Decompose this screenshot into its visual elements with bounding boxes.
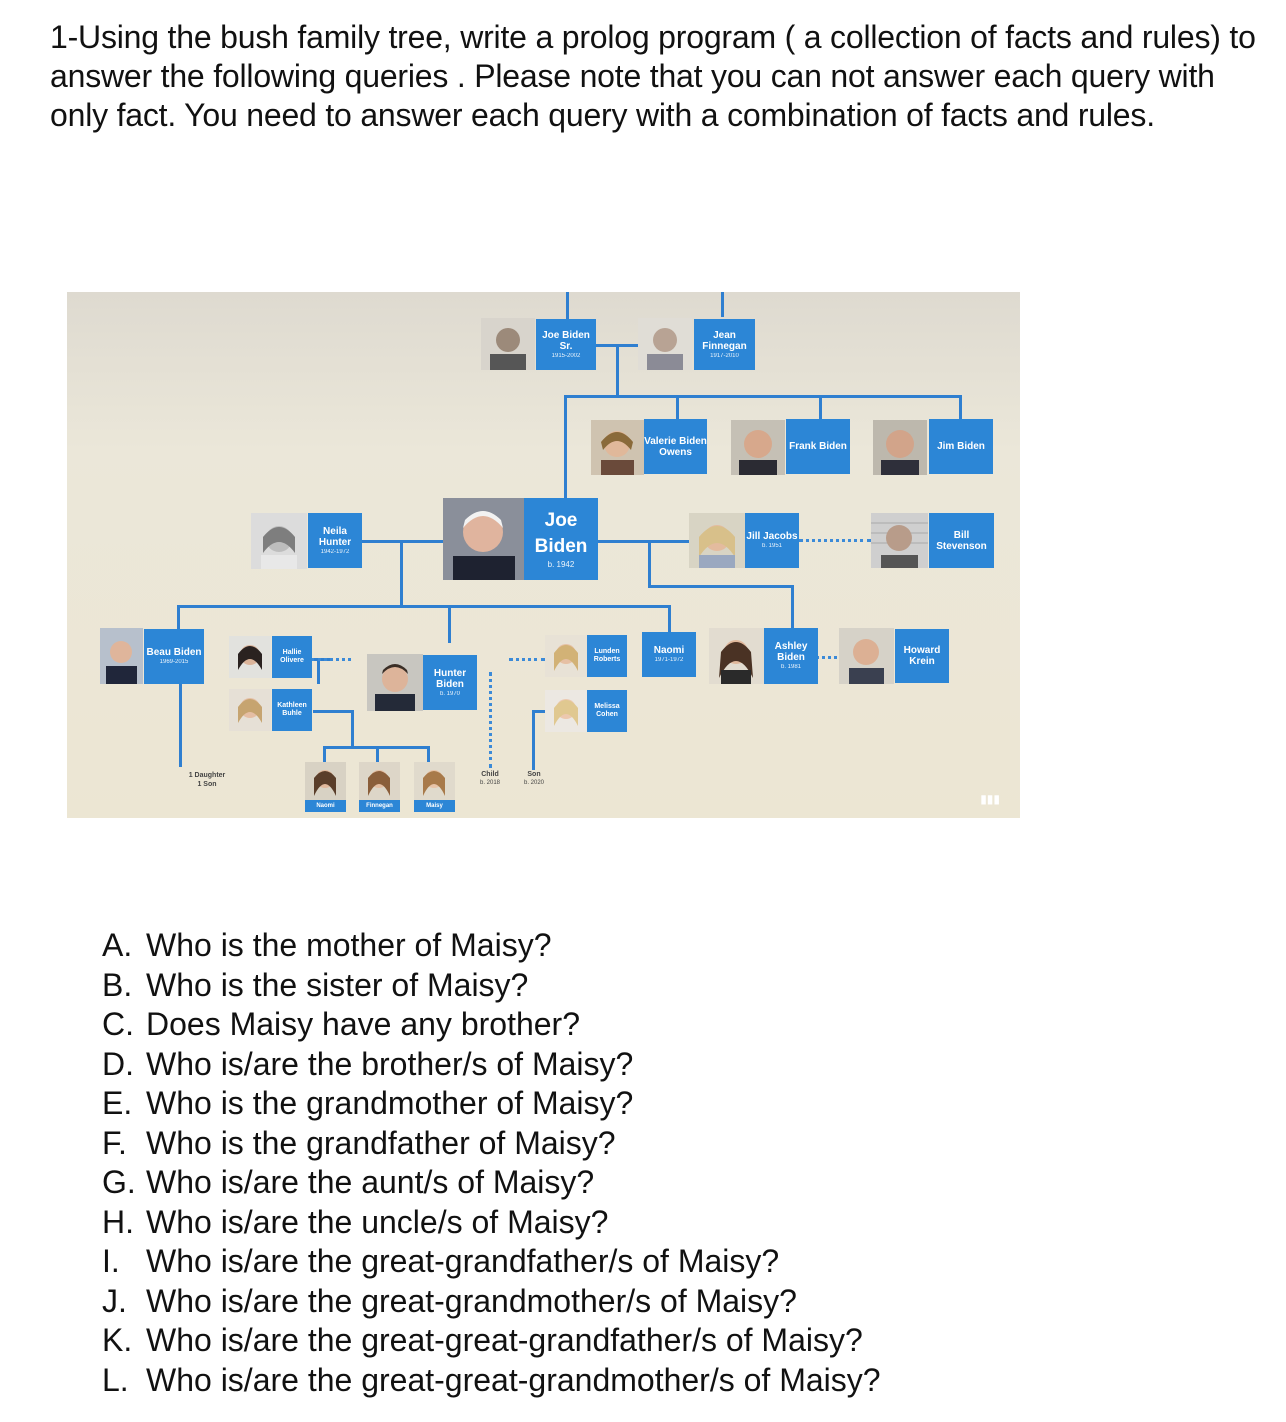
joe-first-name: Joe (544, 510, 578, 532)
frank-name: Frank Biden (789, 441, 847, 452)
joe-biden-box (524, 498, 598, 580)
child-label-text: Child (481, 771, 499, 778)
question-item (102, 1321, 881, 1361)
bill-box (929, 513, 994, 568)
question-text: Who is the grandmother of Maisy? (146, 1085, 634, 1121)
maisy-chip: Maisy (414, 800, 455, 812)
jim-box (929, 419, 993, 474)
hallie-photo (229, 636, 271, 678)
melissa-photo (545, 690, 587, 732)
ashley-name: Ashley Biden (774, 641, 808, 664)
joe-last-name: Biden (534, 536, 588, 558)
naomi-sr-name: Naomi (653, 645, 685, 657)
tree-connector (616, 344, 619, 396)
question-item (102, 1282, 881, 1322)
joe-years: b. 1942 (547, 560, 575, 570)
question-letter: J. (102, 1282, 127, 1319)
ashley-photo (709, 628, 764, 684)
joe-sr-box (536, 319, 596, 370)
beau-photo (100, 628, 143, 684)
question-item (102, 926, 881, 966)
tree-connector (648, 585, 794, 588)
question-item (102, 966, 881, 1006)
lunden-box (587, 635, 627, 677)
valerie-name: Valerie Biden Owens (644, 435, 707, 458)
tree-connector (564, 395, 961, 398)
son-label (519, 770, 549, 788)
question-letter: K. (102, 1322, 133, 1358)
question-text: Who is/are the great-great-grandfather/s of Maisy? (146, 1322, 863, 1358)
frank-photo (731, 420, 785, 475)
tree-connector (648, 540, 651, 587)
neilia-box (308, 513, 362, 568)
question-text: Does Maisy have any brother? (146, 1006, 580, 1042)
naomi-sr-years: 1971-1972 (654, 657, 684, 664)
hunter-name: Hunter Biden (433, 667, 467, 690)
joe-sr-name: Joe Biden Sr. (542, 329, 590, 352)
tree-connector (179, 672, 182, 767)
question-item (102, 1045, 881, 1085)
tree-connector (791, 585, 794, 628)
question-letter: F. (102, 1124, 127, 1161)
question-list (102, 926, 881, 1400)
tree-connector (400, 540, 403, 606)
question-letter: I. (102, 1243, 120, 1279)
neilia-years: 1942-1972 (320, 548, 350, 555)
hallie-box (272, 636, 312, 678)
hunter-years: b. 1970 (439, 690, 461, 697)
question-item (102, 1361, 881, 1401)
jill-box (745, 513, 799, 568)
tree-connector (177, 605, 670, 608)
joe-sr-photo (481, 318, 535, 370)
question-letter: A. (102, 927, 133, 963)
lunden-photo (545, 635, 587, 677)
assignment-intro: 1-Using the bush family tree, write a prolog program ( a collection of facts and rules) to answer the following queries . Please note that you can not answer each query with only fact. You need to answer each query with a combination of facts and rules. (50, 19, 1256, 133)
question-letter: B. (102, 966, 133, 1003)
jim-photo (873, 420, 927, 475)
question-item (102, 1084, 881, 1124)
question-text: Who is the mother of Maisy? (146, 927, 552, 963)
tree-connector (598, 540, 690, 543)
tree-connector (317, 658, 320, 684)
howard-box (895, 629, 949, 683)
son-years: b. 2020 (523, 780, 545, 786)
beau-years: 1969-2015 (159, 659, 189, 666)
tree-dotted-connector (509, 658, 545, 661)
joe-biden-photo (443, 498, 524, 580)
howard-name: Howard Krein (903, 645, 941, 667)
howard-photo (839, 628, 894, 684)
jill-name: Jill Jacobs (746, 531, 798, 543)
question-item (102, 1203, 881, 1243)
question-letter: C. (102, 1006, 134, 1042)
maisy-photo (414, 762, 455, 800)
question-letter: G. (102, 1164, 136, 1200)
jill-photo (689, 513, 745, 568)
naomi-sr-box (642, 632, 696, 677)
question-item (102, 1005, 881, 1045)
naomi-chip: Naomi (305, 800, 346, 812)
finnegan-chip: Finnegan (359, 800, 400, 812)
kathleen-box (272, 689, 312, 731)
question-text: Who is the grandfather of Maisy? (146, 1124, 616, 1161)
valerie-box (644, 419, 707, 474)
tree-connector (448, 605, 451, 643)
family-tree-image (67, 292, 1020, 818)
neilia-name: Neila Hunter (318, 525, 352, 548)
beau-box (144, 629, 204, 684)
question-letter: D. (102, 1045, 134, 1082)
neilia-photo (251, 513, 307, 569)
jean-years: 1917-2010 (710, 352, 739, 359)
jean-photo (638, 318, 692, 370)
question-text: Who is/are the brother/s of Maisy? (146, 1045, 634, 1082)
question-letter: H. (102, 1203, 134, 1240)
lunden-name: Lunden Roberts (593, 648, 621, 663)
joe-sr-years: 1915-2002 (551, 352, 581, 359)
tree-connector (351, 710, 354, 747)
bill-name: Bill Stevenson (936, 529, 987, 552)
question-item (102, 1124, 881, 1164)
tree-connector (177, 605, 180, 631)
hallie-name: Hallie Olivere (280, 649, 304, 664)
valerie-photo (591, 420, 644, 475)
frank-box (786, 419, 850, 474)
question-text: Who is/are the aunt/s of Maisy? (146, 1164, 595, 1200)
tree-connector (313, 710, 353, 713)
question-text: Who is/are the uncle/s of Maisy? (146, 1203, 609, 1240)
jill-years: b. 1951 (761, 543, 783, 550)
question-text: Who is/are the great-grandfather/s of Maisy? (146, 1243, 780, 1279)
question-item (102, 1163, 881, 1203)
hunter-box (423, 655, 477, 710)
tree-dotted-connector (489, 672, 492, 768)
ashley-box (764, 628, 818, 684)
naomi-photo (305, 762, 346, 800)
hunter-photo (367, 654, 423, 711)
kathleen-photo (229, 689, 271, 731)
question-item (102, 1242, 881, 1282)
beau-name: Beau Biden (146, 647, 202, 659)
tree-connector (721, 292, 724, 317)
video-controls-icon: ▮▮▮ (980, 792, 1000, 806)
question-text: Who is/are the great-grandmother/s of Maisy? (146, 1282, 797, 1319)
tree-connector (564, 395, 567, 498)
child-label (475, 770, 505, 788)
tree-dotted-connector (799, 539, 871, 542)
finnegan-photo (359, 762, 400, 800)
jean-box (694, 319, 755, 370)
melissa-box (587, 690, 627, 732)
bill-photo (871, 513, 928, 568)
child-years: b. 2018 (479, 780, 501, 786)
question-letter: E. (102, 1085, 133, 1121)
jean-name: Jean Finnegan (702, 329, 747, 352)
question-text: Who is the sister of Maisy? (146, 966, 529, 1003)
tree-dotted-connector (311, 658, 351, 661)
melissa-name: Melissa Cohen (594, 703, 620, 718)
beau-kids-label: 1 Daughter 1 Son (188, 772, 226, 788)
question-text: Who is/are the great-great-grandmother/s of Maisy? (146, 1361, 881, 1398)
jim-name: Jim Biden (937, 441, 985, 452)
kathleen-name: Kathleen Buhle (277, 702, 307, 717)
question-letter: L. (102, 1361, 129, 1398)
ashley-years: b. 1981 (780, 664, 802, 671)
son-label-text: Son (527, 771, 541, 778)
tree-connector (668, 605, 671, 635)
tree-connector (532, 710, 535, 770)
